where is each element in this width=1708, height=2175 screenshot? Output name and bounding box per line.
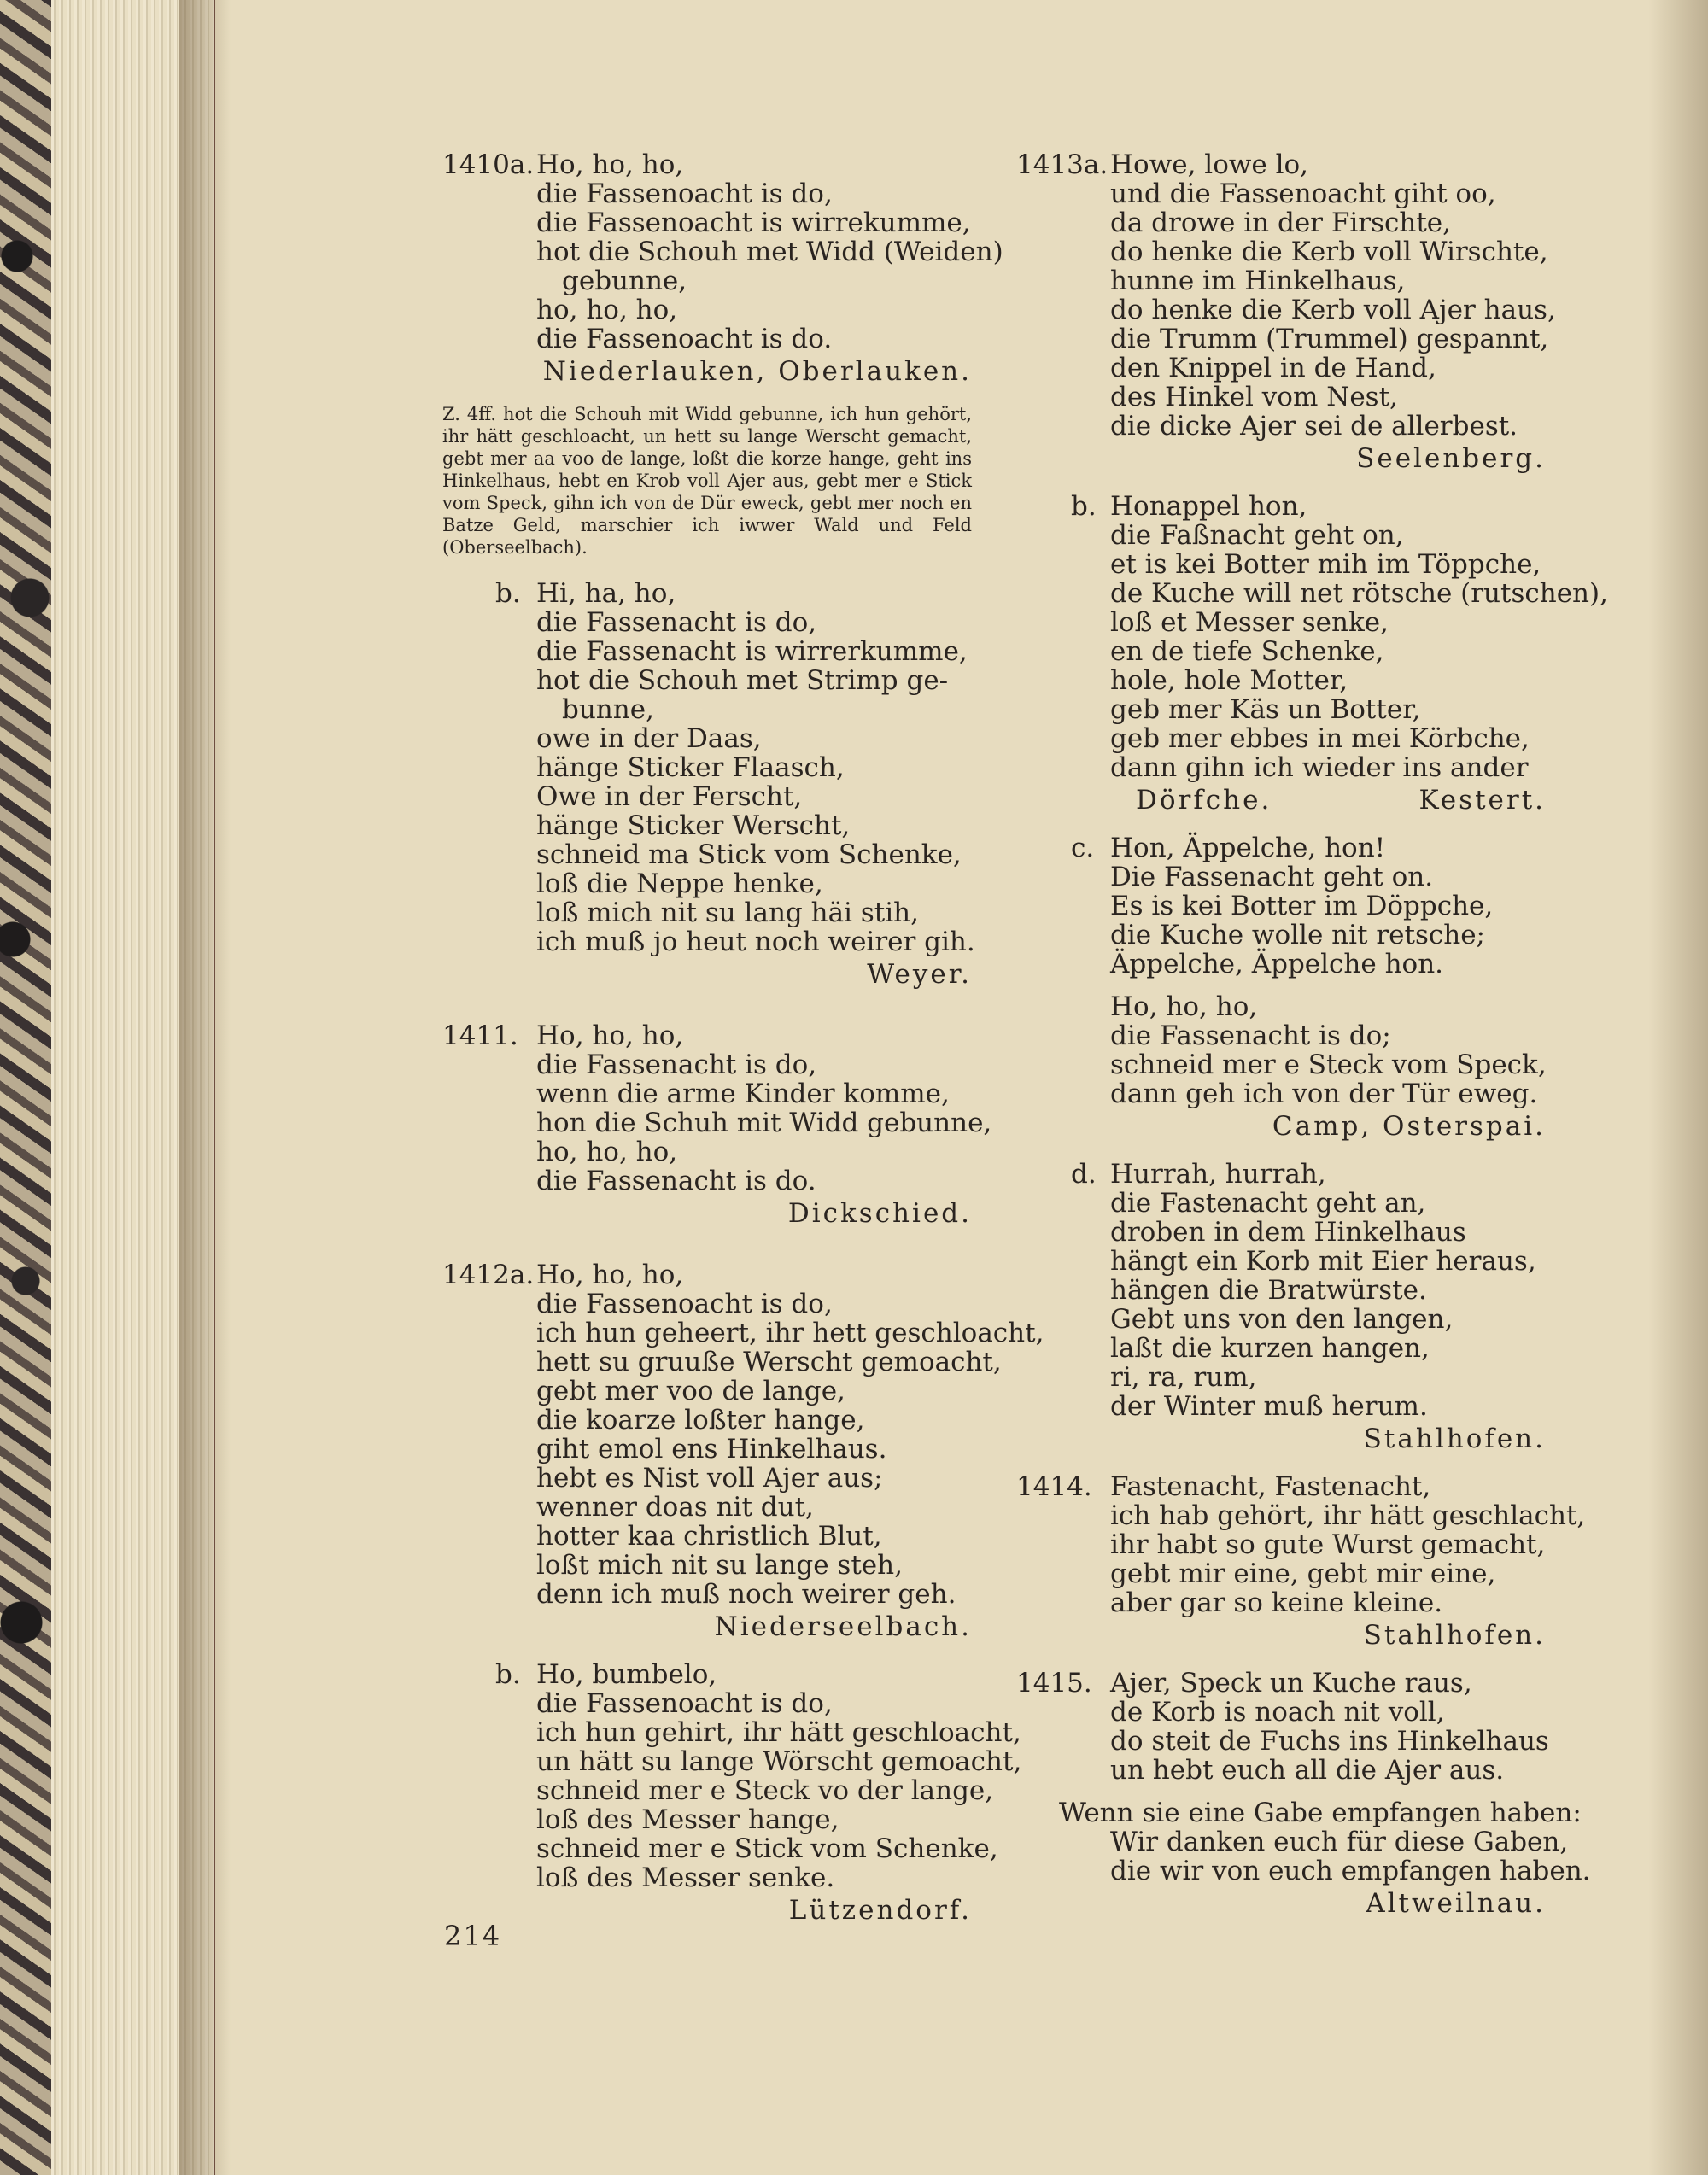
entry-number: b. (495, 578, 521, 609)
verse-line: gebunne, (562, 266, 687, 296)
verse-line: hunne im Hinkelhaus, (1110, 266, 1406, 296)
verse-line: ihr habt so gute Wurst gemacht, (1110, 1529, 1546, 1560)
verse-line: do henke die Kerb voll Wirschte, (1110, 237, 1548, 267)
verse-line: des Hinkel vom Nest, (1110, 382, 1398, 412)
verse-line: die Faßnacht geht on, (1110, 520, 1404, 551)
verse-line: loß des Messer senke. (536, 1862, 835, 1893)
entry-1410a (442, 149, 1003, 387)
verse-line: hängt ein Korb mit Eier heraus, (1110, 1246, 1536, 1277)
verse-line: Ho, ho, ho, (536, 1020, 684, 1051)
verse-line: die Fassenacht is do, (536, 1049, 817, 1080)
verse-line: loßt mich nit su lange steh, (536, 1550, 903, 1581)
intro-line: Wenn sie eine Gabe empfangen haben: (1059, 1798, 1582, 1828)
verse-line: Ajer, Speck un Kuche raus, (1110, 1668, 1472, 1698)
place-name: Lützendorf. (788, 1895, 972, 1926)
verse-line: die Fassenoacht is do, (536, 1289, 833, 1319)
place-name: Niederlauken, Oberlauken. (542, 356, 972, 387)
place-name: Kestert. (1418, 785, 1546, 816)
verse-line: der Winter muß herum. (1110, 1391, 1428, 1422)
verse-line: et is kei Botter mih im Töppche, (1110, 549, 1541, 580)
left-column (442, 149, 1044, 1926)
entry-number: c. (1071, 833, 1095, 863)
verse-line: Gebt uns von den langen, (1110, 1304, 1454, 1335)
verse-line: loß et Messer senke, (1110, 607, 1389, 638)
verse-line: un hätt su lange Wörscht gemoacht, (536, 1746, 1022, 1777)
verse-line: ri, ra, rum, (1110, 1362, 1257, 1393)
verse-line: hole, hole Motter, (1110, 665, 1348, 696)
verse-line: do henke die Kerb voll Ajer haus, (1110, 295, 1556, 325)
verse-line: owe in der Daas, (536, 723, 762, 754)
verse-line: die Fassenoacht is do, (536, 178, 833, 209)
verse-line: ho, ho, ho, (536, 295, 678, 325)
verse-line: giht emol ens Hinkelhaus. (536, 1434, 887, 1465)
place-name: Niederseelbach. (714, 1611, 972, 1642)
verse-line: die Fassenacht is wirrerkumme, (536, 636, 968, 667)
verse-line: hot die Schouh met Widd (Weiden) (536, 237, 1003, 267)
verse-line: Fastenacht, Fastenacht, (1110, 1471, 1431, 1502)
verse-line: die Kuche wolle nit retsche; (1110, 920, 1485, 950)
verse-line: die Fassenacht is do; (1110, 1020, 1391, 1051)
verse-line: loß des Messer hange, (536, 1804, 839, 1835)
entry-number: b. (495, 1659, 521, 1690)
verse-line: loß mich nit su lang häi stih, (536, 897, 919, 928)
verse-line: ich hun gehirt, ihr hätt geschloacht, (536, 1717, 1021, 1748)
place-line (1110, 786, 1546, 815)
verse-line: Howe, lowe lo, (1110, 149, 1309, 180)
verse-line: hebt es Nist voll Ajer aus; (536, 1463, 883, 1494)
book-cover-edge (0, 0, 51, 2175)
verse-line: denn ich muß noch weirer geh. (536, 1579, 956, 1610)
entry-number: 1410a. (442, 149, 535, 180)
verse-last-word: Dörfche. (1136, 785, 1272, 816)
verse-line: ich hab gehört, ihr hätt geschlacht, (1110, 1500, 1586, 1531)
entry-number: d. (1071, 1159, 1097, 1190)
verse-line: geb mer Käs un Botter, (1110, 694, 1421, 725)
entry-number: 1413a. (1016, 149, 1108, 180)
entry-1414 (1016, 1471, 1586, 1651)
place-name: Stahlhofen. (1363, 1424, 1546, 1454)
verse-line: Hurrah, hurrah, (1110, 1159, 1326, 1190)
entry-number: 1415. (1016, 1668, 1092, 1698)
verse-line: hänge Sticker Flaasch, (536, 752, 845, 783)
verse-line: geb mer ebbes in mei Körbche, (1110, 723, 1530, 754)
verse-line: die wir von euch empfangen haben. (1110, 1856, 1591, 1886)
verse-line: wenner doas nit dut, (536, 1492, 814, 1523)
verse-line: wenn die arme Kinder komme, (536, 1079, 950, 1109)
verse-line: die Fassenacht is do. (536, 1166, 816, 1196)
verse-line: droben in dem Hinkelhaus (1110, 1217, 1466, 1248)
verse-line: hot die Schouh met Strimp ge- (536, 665, 949, 696)
verse-line: dann geh ich von der Tür eweg. (1110, 1079, 1538, 1109)
verse-line: bunne, (562, 694, 654, 725)
verse-line: da drowe in der Firschte, (1110, 208, 1451, 238)
place-name: Stahlhofen. (1363, 1620, 1546, 1651)
verse-line: do steit de Fuchs ins Hinkelhaus (1110, 1726, 1549, 1757)
entry-1413b (1016, 491, 1608, 816)
footnote: Z. 4ff. hot die Schouh mit Widd gebunne, ich hun gehört, ihr hätt geschloacht, un hett su lange Werscht gemacht, gebt mer aa voo de lange, loßt die korze hange, geht ins Hinkelhaus, hebt en Krob voll Ajer aus, gebt mer e Stick vom Speck, gihn ich von de Dür eweck, gebt mer noch en Batze Geld, marschier ich iwwer Wald und Feld (Oberseelbach). (442, 404, 972, 558)
page-number: 214 (444, 1920, 502, 1952)
verse-line: Es is kei Botter im Döppche, (1110, 891, 1494, 921)
verse-line: Äppelche, Äppelche hon. (1110, 949, 1444, 979)
right-column (1016, 149, 1608, 1919)
verse-line: schneid mer e Steck vom Speck, (1110, 1049, 1547, 1080)
verse-line: dann gihn ich wieder ins ander (1110, 752, 1529, 783)
verse-line: schneid ma Stick vom Schenke, (536, 839, 962, 870)
verse-line: die dicke Ajer sei de allerbest. (1110, 411, 1518, 441)
place-name: Camp, Osterspai. (1272, 1111, 1546, 1142)
verse-line: schneid mer e Steck vo der lange, (536, 1775, 994, 1806)
verse-line: loß die Neppe henke, (536, 868, 823, 899)
page-right-shadow (1648, 0, 1708, 2175)
place-name: Seelenberg. (1356, 443, 1546, 474)
verse-line: Honappel hon, (1110, 491, 1307, 522)
verse-line: Owe in der Ferscht, (536, 781, 803, 812)
verse-line: Wir danken euch für diese Gaben, (1110, 1827, 1569, 1857)
verse-line: hänge Sticker Werscht, (536, 810, 851, 841)
entry-1412b (442, 1659, 1022, 1926)
verse-line: die Trumm (Trummel) gespannt, (1110, 324, 1549, 354)
verse-line: aber gar so keine kleine. (1110, 1587, 1443, 1618)
verse-line: Ho, bumbelo, (536, 1659, 717, 1690)
verse-line: Die Fassenacht geht on. (1110, 862, 1434, 892)
verse-line: de Kuche will net rötsche (rutschen), (1110, 578, 1608, 609)
verse-line: gebt mir eine, gebt mir eine, (1110, 1558, 1496, 1589)
verse-line: Ho, ho, ho, (536, 1260, 684, 1290)
verse-line: die koarze loßter hange, (536, 1405, 865, 1435)
verse-line: ich hun geheert, ihr hett geschloacht, (536, 1318, 1044, 1348)
verse-line: Ho, ho, ho, (536, 149, 684, 180)
verse-line: die Fassenoacht is do. (536, 324, 833, 354)
entry-1410b (442, 578, 975, 990)
place-name: Altweilnau. (1366, 1888, 1546, 1919)
verse-line: hon die Schuh mit Widd gebunne, (536, 1108, 992, 1138)
verse-line: laßt die kurzen hangen, (1110, 1333, 1430, 1364)
verse-line: die Fassenoacht is wirrekumme, (536, 208, 971, 238)
entry-number: 1411. (442, 1020, 518, 1051)
verse-line: Hon, Äppelche, hon! (1110, 833, 1386, 863)
entry-1413d (1016, 1160, 1546, 1453)
verse-line: ich muß jo heut noch weirer gih. (536, 927, 975, 957)
place-name: Dickschied. (787, 1198, 972, 1229)
verse-line: en de tiefe Schenke, (1110, 636, 1384, 667)
place-name: Weyer. (867, 959, 972, 990)
verse-line: den Knippel in de Hand, (1110, 353, 1436, 383)
verse-line: die Fassenacht is do, (536, 607, 817, 638)
entry-1411 (442, 1020, 992, 1229)
verse-line: hängen die Bratwürste. (1110, 1275, 1427, 1306)
verse-line: und die Fassenoacht giht oo, (1110, 178, 1496, 209)
verse-line: un hebt euch all die Ajer aus. (1110, 1755, 1505, 1786)
entry-1413a (1016, 149, 1556, 474)
book-gutter-shadow (179, 0, 231, 2175)
entry-number: 1412a. (442, 1260, 535, 1290)
verse-line: hotter kaa christlich Blut, (536, 1521, 882, 1552)
entry-1413c (1016, 833, 1546, 1141)
verse-line: Hi, ha, ho, (536, 578, 676, 609)
verse-line: schneid mer e Stick vom Schenke, (536, 1833, 998, 1864)
entry-1415 (1016, 1668, 1549, 1786)
entry-1412a (442, 1260, 1044, 1642)
verse-line: ho, ho, ho, (536, 1137, 678, 1167)
entry-number: 1414. (1016, 1471, 1092, 1502)
entry-1415-closing (1016, 1827, 1591, 1919)
verse-line: hett su gruuße Werscht gemoacht, (536, 1347, 1002, 1377)
verse-line: gebt mer voo de lange, (536, 1376, 845, 1406)
verse-line: die Fastenacht geht an, (1110, 1188, 1426, 1219)
verse-line: de Korb is noach nit voll, (1110, 1697, 1445, 1728)
verse-line: die Fassenoacht is do, (536, 1688, 833, 1719)
entry-number: b. (1071, 491, 1097, 522)
verse-line: Ho, ho, ho, (1110, 991, 1258, 1022)
